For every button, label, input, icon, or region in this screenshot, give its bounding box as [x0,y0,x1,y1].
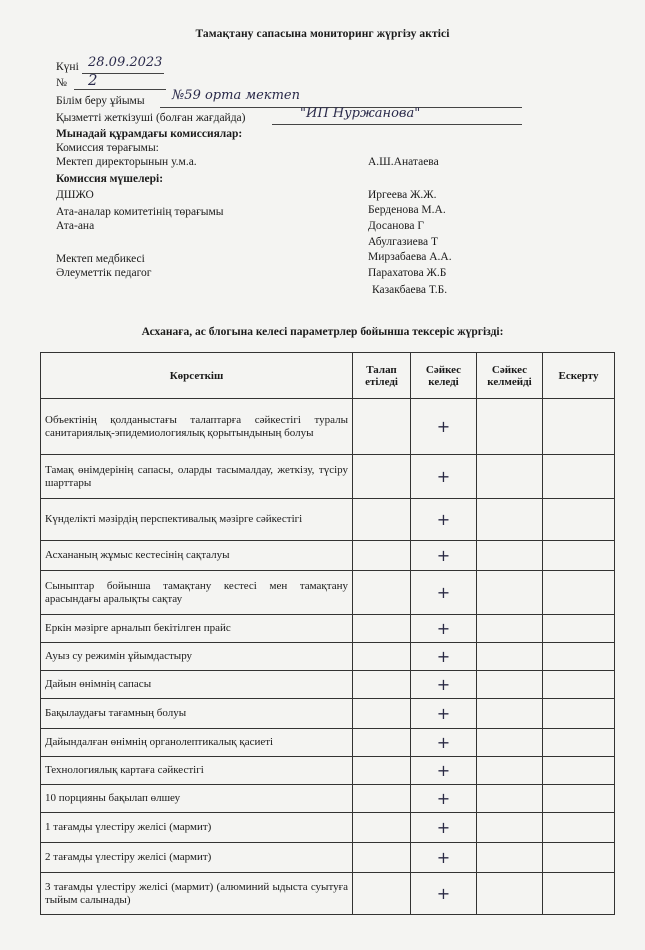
compliant-mark: + [411,785,477,813]
supplier-label: Қызметті жеткізуші (болған жағдайда) [56,112,246,124]
noncompliant-cell [477,699,543,729]
indicator-cell: Дайын өнімнің сапасы [41,671,353,699]
noncompliant-cell [477,499,543,541]
required-cell [353,843,411,873]
inspection-subtitle: Асханаға, ас блогына келесі параметрлер бойынша тексеріс жүргізді: [141,326,504,338]
number-label: № [56,77,67,89]
table-row [41,843,615,873]
note-cell [543,615,615,643]
indicator-cell: Тамақ өнімдерінің сапасы, оларды тасымалдау, жеткізу, түсіру шарттары [41,455,353,499]
note-cell [543,643,615,671]
col-header-indicator: Көрсеткіш [41,353,353,399]
compliant-mark: + [411,757,477,785]
indicator-cell: Еркін мәзірге арналып бекітілген прайс [41,615,353,643]
table-row [41,699,615,729]
required-cell [353,643,411,671]
compliant-mark: + [411,813,477,843]
note-cell [543,757,615,785]
table-row [41,873,615,915]
indicator-cell: 2 тағамды үлестіру желісі (мармит) [41,843,353,873]
table-row [41,813,615,843]
note-cell [543,813,615,843]
table-row [41,757,615,785]
table-row [41,541,615,571]
member-name: Абулгазиева Т [368,236,439,248]
required-cell [353,499,411,541]
table-row [41,499,615,541]
table-row [41,729,615,757]
indicator-cell: Асхананың жұмыс кестесінің сақталуы [41,541,353,571]
table-row [41,671,615,699]
compliant-mark: + [411,843,477,873]
noncompliant-cell [477,541,543,571]
indicator-cell: Дайындалған өнімнің органолептикалық қасиеті [41,729,353,757]
date-label: Күні [56,61,79,73]
noncompliant-cell [477,643,543,671]
noncompliant-cell [477,455,543,499]
col-header-required: Талап етіледі [353,353,411,399]
noncompliant-cell [477,757,543,785]
compliant-mark: + [411,499,477,541]
noncompliant-cell [477,873,543,915]
required-cell [353,455,411,499]
member-role: Мектеп медбикесі [56,253,145,265]
inspection-table [40,352,615,915]
table-row [41,455,615,499]
member-name: Парахатова Ж.Б [368,267,447,279]
col-header-compliant: Сәйкес келеді [411,353,477,399]
members-heading: Комиссия мүшелері: [56,173,164,185]
noncompliant-cell [477,671,543,699]
chair-heading: Комиссия төрағымы: [56,142,159,154]
note-cell [543,843,615,873]
required-cell [353,699,411,729]
compliant-mark: + [411,729,477,757]
chair-name: А.Ш.Анатаева [368,156,439,168]
note-cell [543,399,615,455]
member-role: Ата-аналар комитетінің төрағымы [56,206,224,218]
table-row [41,785,615,813]
compliant-mark: + [411,643,477,671]
member-role: Әлеуметтік педагог [56,267,152,279]
date-value: 28.09.2023 [88,55,163,70]
noncompliant-cell [477,571,543,615]
indicator-cell: 3 тағамды үлестіру желісі (мармит) (алюминий ыдыста суытуға тыйым салынады) [41,873,353,915]
note-cell [543,729,615,757]
compliant-mark: + [411,671,477,699]
table-row [41,399,615,455]
document-title: Тамақтану сапасына мониторинг жүргізу актісі [195,28,450,40]
indicator-cell: Бақылаудағы тағамның болуы [41,699,353,729]
supplier-value: "ИП Нуржанова" [300,106,421,121]
indicator-cell: Объектінің қолданыстағы талаптарға сәйкестігі туралы санитариялық-эпидемиологиялық қорытындының болуы [41,399,353,455]
note-cell [543,455,615,499]
member-name: Досанова Г [368,220,425,232]
compliant-mark: + [411,571,477,615]
required-cell [353,757,411,785]
indicator-cell: 1 тағамды үлестіру желісі (мармит) [41,813,353,843]
required-cell [353,729,411,757]
note-cell [543,873,615,915]
table-row [41,643,615,671]
supplier-underline [272,124,522,125]
indicator-cell: 10 порцияны бақылап өлшеу [41,785,353,813]
note-cell [543,499,615,541]
member-name: Казакбаева Т.Б. [372,284,448,296]
member-name: Берденова М.А. [368,204,446,216]
note-cell [543,571,615,615]
member-name: Мирзабаева А.А. [368,251,452,263]
required-cell [353,615,411,643]
required-cell [353,873,411,915]
required-cell [353,571,411,615]
note-cell [543,785,615,813]
table-row [41,615,615,643]
noncompliant-cell [477,399,543,455]
col-header-noncompliant: Сәйкес келмейді [477,353,543,399]
note-cell [543,699,615,729]
noncompliant-cell [477,785,543,813]
required-cell [353,541,411,571]
noncompliant-cell [477,843,543,873]
number-value: 2 [88,71,98,89]
required-cell [353,671,411,699]
required-cell [353,813,411,843]
note-cell [543,671,615,699]
col-header-note: Ескерту [543,353,615,399]
compliant-mark: + [411,699,477,729]
table-header-row [41,353,615,399]
number-underline [74,89,166,90]
table-row [41,571,615,615]
note-cell [543,541,615,571]
indicator-cell: Технологиялық картаға сәйкестігі [41,757,353,785]
indicator-cell: Күнделікті мәзірдің перспективалық мәзірге сәйкестігі [41,499,353,541]
noncompliant-cell [477,813,543,843]
required-cell [353,785,411,813]
member-role: Ата-ана [56,220,95,232]
member-role: ДШЖО [56,189,94,201]
chair-role: Мектеп директорынын у.м.а. [56,156,197,168]
compliant-mark: + [411,615,477,643]
compliant-mark: + [411,455,477,499]
required-cell [353,399,411,455]
compliant-mark: + [411,399,477,455]
compliant-mark: + [411,873,477,915]
org-value: №59 орта мектеп [172,88,300,103]
member-name: Иргеева Ж.Ж. [368,189,437,201]
noncompliant-cell [477,615,543,643]
org-label: Білім беру ұйымы [56,95,145,107]
indicator-cell: Ауыз су режимін ұйымдастыру [41,643,353,671]
noncompliant-cell [477,729,543,757]
compliant-mark: + [411,541,477,571]
commission-heading: Мынадай құрамдағы комиссиялар: [56,128,243,140]
indicator-cell: Сыныптар бойынша тамақтану кестесі мен тамақтану арасындағы аралықты сақтау [41,571,353,615]
